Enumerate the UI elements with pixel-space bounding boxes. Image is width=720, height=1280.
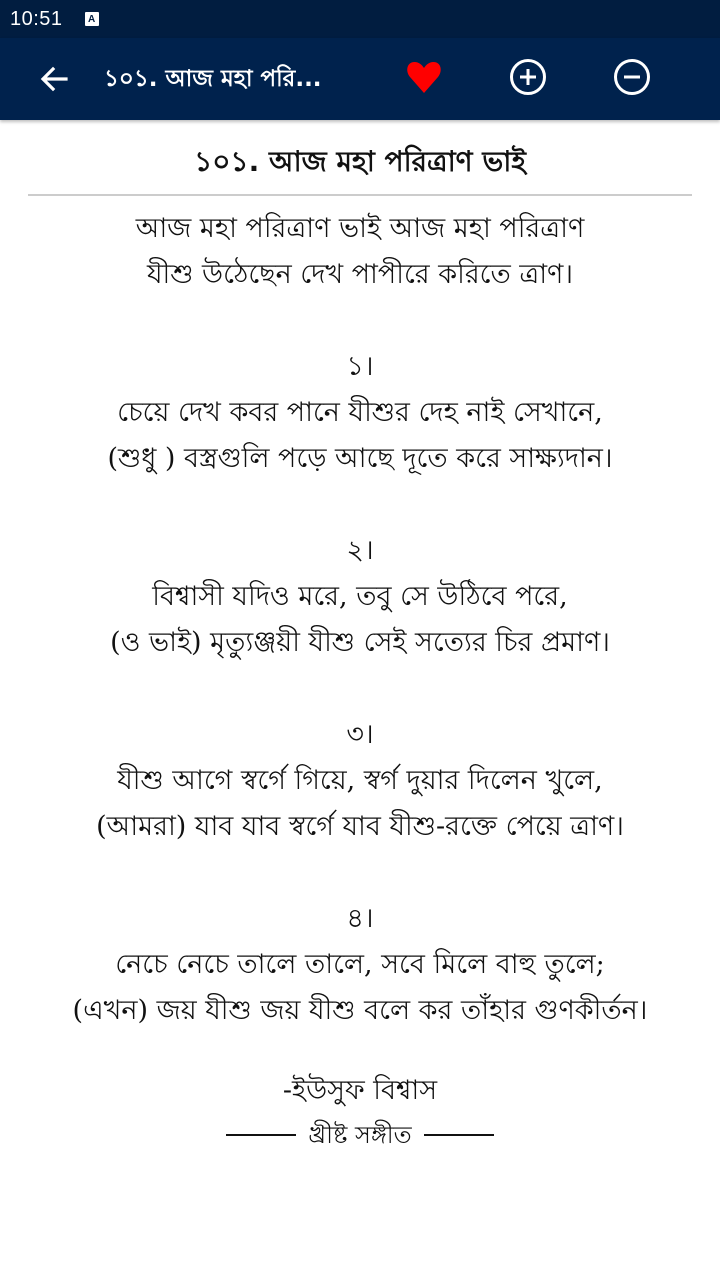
back-button[interactable] — [36, 61, 72, 97]
collection-footer — [28, 1114, 692, 1156]
footer-dash-right — [424, 1134, 494, 1136]
song-content — [0, 120, 720, 1156]
song-author: -ইউসুফ বিশ্বাস — [282, 1075, 438, 1106]
arrow-left-icon — [36, 61, 72, 97]
lyric-line: চেয়ে দেখ কবর পানে যীশুর দেহ নাই সেখানে, — [117, 397, 603, 428]
lyric-line: যীশু উঠেছেন দেখ পাপীরে করিতে ত্রাণ। — [146, 259, 574, 290]
app-bar — [0, 38, 720, 120]
heart-icon — [404, 57, 444, 97]
chorus — [28, 206, 692, 298]
collection-name: খ্রীষ্ট সঙ্গীত — [308, 1121, 412, 1149]
app-bar-title: ১০১. আজ মহা পরি... — [104, 66, 322, 92]
stanza-2 — [28, 528, 692, 666]
lyric-line: (শুধু ) বস্ত্রগুলি পড়ে আছে দূতে করে সাক্ষ্যদান। — [107, 443, 613, 474]
lyric-line: নেচে নেচে তালে তালে, সবে মিলে বাহু তুলে; — [115, 949, 605, 980]
footer-dash-left — [226, 1134, 296, 1136]
lyric-line: (আমরা) যাব যাব স্বর্গে যাব যীশু-রক্তে পেয়ে ত্রাণ। — [96, 811, 624, 842]
lyrics — [28, 206, 692, 1034]
favorite-button[interactable] — [404, 57, 444, 97]
zoom-out-button[interactable] — [612, 57, 652, 97]
song-title: ১০১. আজ মহা পরিত্রাণ ভাই — [194, 145, 526, 178]
stanza-number: ১। — [346, 351, 374, 382]
stanza-4 — [28, 896, 692, 1034]
lyric-line: (এখন) জয় যীশু জয় যীশু বলে কর তাঁহার গুণকীর্তন। — [72, 995, 648, 1026]
lyric-line: (ও ভাই) মৃত্যুঞ্জয়ী যীশু সেই সত্যের চির প্রমাণ। — [110, 627, 610, 658]
accessibility-notification-icon: A — [85, 12, 99, 26]
zoom-in-button[interactable] — [508, 57, 548, 97]
stanza-number: ৪। — [346, 903, 374, 934]
status-bar — [0, 0, 720, 38]
lyric-line: যীশু আগে স্বর্গে গিয়ে, স্বর্গ দুয়ার দিলেন খুলে, — [117, 765, 603, 796]
stanza-number: ২। — [346, 535, 374, 566]
stanza-3 — [28, 712, 692, 850]
minus-circle-icon — [612, 57, 652, 97]
plus-circle-icon — [508, 57, 548, 97]
status-time: 10:51 — [10, 7, 63, 30]
stanza-number: ৩। — [346, 719, 374, 750]
stanza-1 — [28, 344, 692, 482]
lyric-line: বিশ্বাসী যদিও মরে, তবু সে উঠিবে পরে, — [152, 581, 568, 612]
title-divider — [28, 194, 692, 196]
lyric-line: আজ মহা পরিত্রাণ ভাই আজ মহা পরিত্রাণ — [135, 213, 585, 244]
